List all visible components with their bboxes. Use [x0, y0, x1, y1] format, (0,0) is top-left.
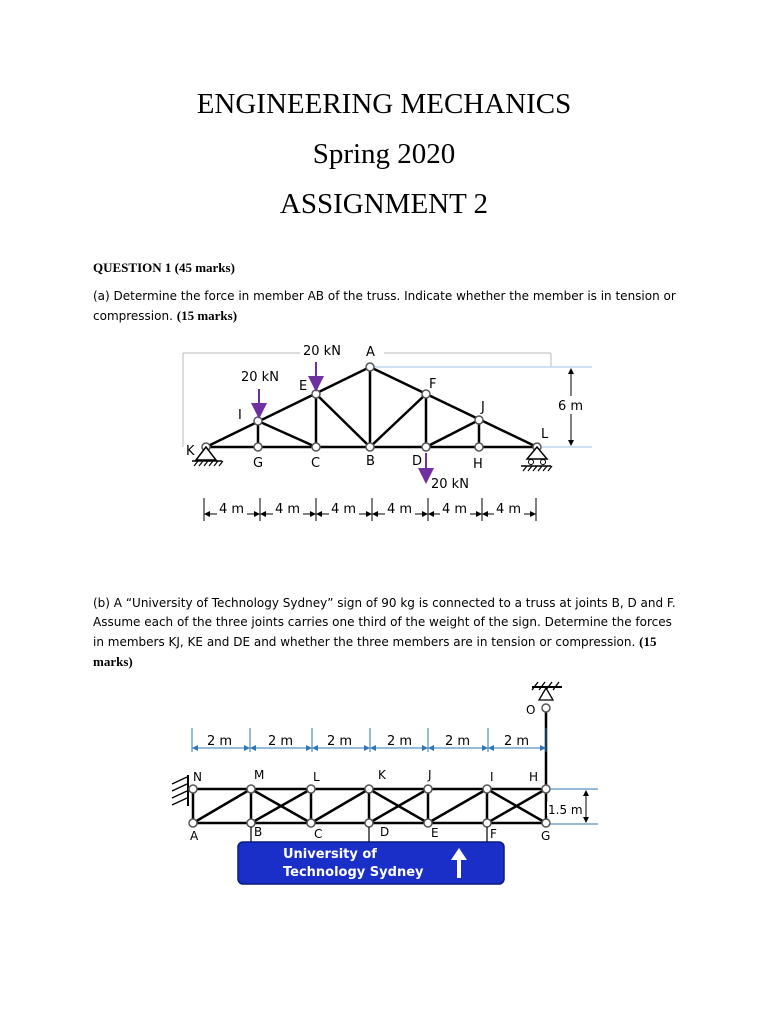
node-label-i: I [238, 408, 242, 423]
question-1-heading: QUESTION 1 (45 marks) [93, 260, 235, 275]
node-label-n: N [193, 770, 202, 784]
node-label-j: J [481, 400, 485, 415]
sign-text-line-1: University of [283, 847, 377, 862]
part-a-marks: (15 marks) [176, 308, 238, 323]
sign-text-line-2: Technology Sydney [283, 865, 424, 880]
span-label: 4 m [275, 502, 301, 517]
span-label-b: 2 m [207, 734, 233, 749]
height-label-b: 1.5 m [548, 803, 583, 817]
span-label-b: 2 m [445, 734, 471, 749]
part-b-marks: (15 marks) [93, 634, 657, 669]
load-label-i: 20 kN [241, 370, 279, 385]
span-label: 4 m [442, 502, 468, 517]
truss-figure-a [183, 344, 592, 521]
node-label-d: D [412, 454, 423, 469]
node-label-b: B [254, 825, 263, 839]
span-dimension-ticks [204, 498, 536, 521]
part-b-question: (b) A “University of Technology Sydney” sign of 90 kg is connected to a truss at joints B, D and F. Assume each of the three joints carries one third of the weight of the sign. Determine the forces in members KJ, KE and DE and whether the three members are in tension or compression. [93, 596, 676, 649]
node-label-l: L [313, 770, 320, 784]
node-label-j: J [428, 768, 432, 782]
span-label-b: 2 m [327, 734, 353, 749]
span-label: 4 m [387, 502, 413, 517]
span-label-b: 2 m [268, 734, 294, 749]
span-label-b: 2 m [504, 734, 530, 749]
span-label: 4 m [496, 502, 522, 517]
node-label-k: K [186, 444, 195, 459]
node-label-c: C [311, 456, 321, 471]
truss-figure-b [172, 682, 598, 884]
node-label-f: F [429, 377, 437, 392]
pin-support-k [192, 447, 223, 466]
hanger-pin [539, 688, 553, 700]
span-label: 4 m [331, 502, 357, 517]
course-title: ENGINEERING MECHANICS [196, 88, 572, 120]
load-label-d: 20 kN [431, 477, 469, 492]
node-label-f: F [490, 827, 497, 841]
roller-support-l [521, 447, 552, 471]
truss-b-members [193, 708, 546, 823]
node-label-g: G [253, 456, 264, 471]
node-label-e: E [299, 379, 308, 394]
node-label-m: M [254, 768, 265, 782]
node-label-d: D [380, 825, 390, 839]
node-label-a: A [190, 829, 199, 843]
node-label-b: B [366, 454, 375, 469]
sign-hangers [251, 827, 487, 842]
part-a-question: (a) Determine the force in member AB of the truss. Indicate whether the member is in tension or compression. [93, 289, 676, 323]
load-label-e: 20 kN [303, 344, 341, 359]
node-label-g: G [541, 829, 551, 843]
wall-hatching [172, 777, 187, 805]
node-label-a: A [366, 345, 375, 360]
height-label: 6 m [558, 399, 584, 414]
span-label: 4 m [219, 502, 245, 517]
span-label-b: 2 m [387, 734, 413, 749]
node-label-e: E [431, 826, 439, 840]
node-label-i: I [490, 770, 494, 784]
node-label-h: H [473, 457, 483, 472]
node-label-o: O [526, 703, 536, 717]
assignment-title: ASSIGNMENT 2 [279, 188, 489, 220]
node-label-l: L [541, 427, 549, 442]
node-label-k: K [378, 768, 386, 782]
term-title: Spring 2020 [312, 138, 456, 170]
node-label-h: H [529, 770, 539, 784]
node-label-c: C [314, 827, 323, 841]
